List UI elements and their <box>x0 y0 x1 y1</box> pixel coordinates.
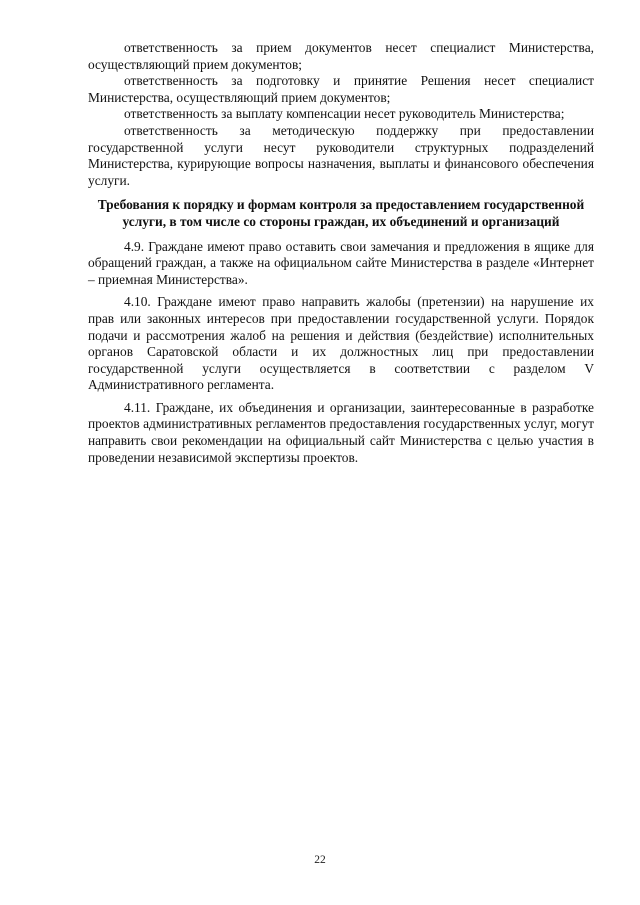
responsibility-list <box>88 40 594 189</box>
page-number: 22 <box>314 854 326 866</box>
page-content <box>88 40 594 472</box>
section-heading: Требования к порядку и формам контроля за предоставлением государственной услуги, в том числе со стороны граждан, их объединений и организаций <box>97 197 585 229</box>
clause-4-10: 4.10. Граждане имеют право направить жалобы (претензии) на нарушение их прав или законных интересов при предоставлении государственной услуги. Порядок подачи и рассмотрения жалоб на решения и действия (бездействие) исполнительных органов Саратовской области и их должностных лиц при предоставлении государственной услуги осуществляется в соответствии с разделом V Административного регламента. <box>88 294 594 393</box>
responsibility-item: ответственность за подготовку и принятие Решения несет специалист Министерства, осуществляющий прием документов; <box>88 73 594 105</box>
clause-4-9: 4.9. Граждане имеют право оставить свои замечания и предложения в ящике для обращений граждан, а также на официальном сайте Министерства в разделе «Интернет – приемная Министерства». <box>88 238 594 287</box>
clause-4-11: 4.11. Граждане, их объединения и организации, заинтересованные в разработке проектов административных регламентов предоставления государственных услуг, могут направить свои рекомендации на официальный сайт Министерства с целью участия в проведении независимой экспертизы проектов. <box>88 399 594 465</box>
responsibility-item: ответственность за прием документов несет специалист Министерства, осуществляющий прием документов; <box>88 40 594 72</box>
responsibility-item: ответственность за выплату компенсации несет руководитель Министерства; <box>124 106 565 122</box>
clause-list <box>88 239 594 467</box>
responsibility-item: ответственность за методическую поддержку при предоставлении государственной услуги несут руководители структурных подразделений Министерства, курирующие вопросы назначения, выплаты и финансового обеспечения услуги. <box>88 122 594 188</box>
